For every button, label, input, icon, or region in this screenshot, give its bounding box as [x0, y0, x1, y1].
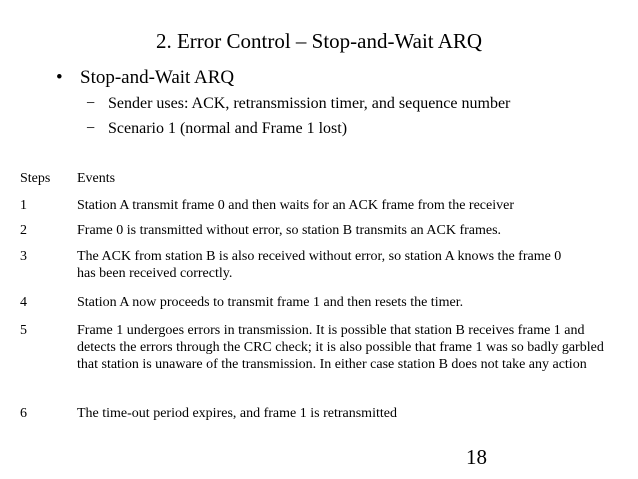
main-bullet [56, 66, 234, 90]
sub-bullet-text: Sender uses: ACK, retransmission timer, and sequence number [108, 95, 511, 112]
sub-bullet-2 [86, 119, 347, 139]
row-event: Station A transmit frame 0 and then waits for an ACK frame from the receiver [77, 198, 514, 213]
row-event: Station A now proceeds to transmit frame 1 and then resets the timer. [77, 295, 464, 310]
row-event: Frame 1 undergoes errors in transmission. It is possible that station B receives frame 1 and detects the errors through the CRC check; it is also possible that frame 1 was so badly garbled that station is unaware of the transmission. In either case station B does not take any action [77, 323, 604, 372]
page-number: 18 [466, 445, 487, 469]
row-step: 2 [20, 223, 27, 238]
row-event: Frame 0 is transmitted without error, so station B transmits an ACK frames. [77, 223, 502, 238]
header-events: Events [77, 171, 116, 186]
sub-bullet-1 [86, 94, 510, 114]
bullet-marker: • [56, 67, 63, 88]
header-steps: Steps [20, 171, 51, 186]
row-event: The ACK from station B is also received without error, so station A knows the frame 0 has been received correctly. [77, 249, 562, 281]
row-step: 6 [20, 406, 27, 421]
sub-bullet-marker: − [86, 95, 96, 112]
main-bullet-text: Stop-and-Wait ARQ [80, 67, 235, 88]
row-step: 3 [20, 249, 27, 264]
sub-bullet-text: Scenario 1 (normal and Frame 1 lost) [108, 120, 348, 137]
row-step: 1 [20, 198, 27, 213]
sub-bullet-marker: − [86, 120, 96, 137]
slide-title: 2. Error Control – Stop-and-Wait ARQ [155, 29, 483, 53]
row-step: 5 [20, 323, 27, 338]
row-step: 4 [20, 295, 27, 310]
row-event: The time-out period expires, and frame 1 is retransmitted [77, 406, 397, 421]
